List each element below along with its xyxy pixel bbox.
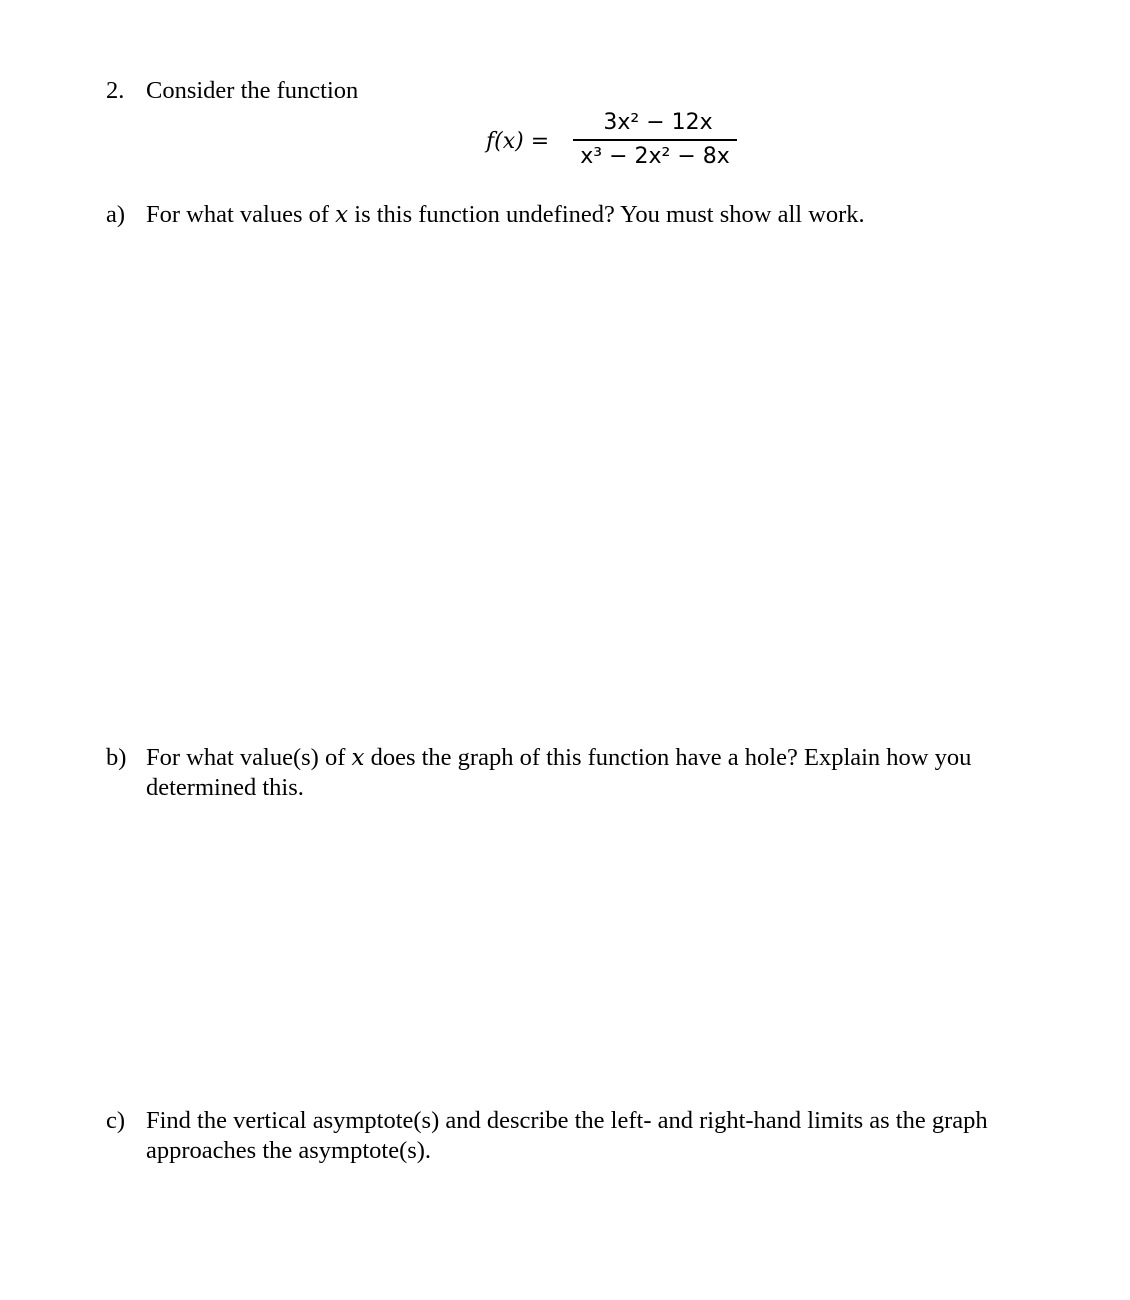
part-c-label: c) (106, 1107, 126, 1134)
part-b (106, 743, 972, 801)
question-intro-text: Consider the function (146, 77, 359, 104)
question-number: 2. (106, 77, 125, 104)
part-a-label: a) (106, 201, 126, 228)
part-a-text-after: is this function undefined? You must show all work. (354, 201, 865, 228)
part-b-variable: x (351, 745, 365, 771)
part-c-text: Find the vertical asymptote(s) and describe the left- and right-hand limits as the graph approaches the asymptote(s). (146, 1107, 988, 1164)
equation-fraction (573, 107, 737, 173)
part-b-text (146, 743, 1066, 803)
part-b-label: b) (106, 744, 127, 771)
fraction-denominator: x³ − 2x² − 8x (580, 143, 730, 169)
question-intro (106, 76, 359, 106)
part-b-text-after: does the graph of this function have a hole? Explain how you determined this. (146, 744, 972, 801)
equation-lhs (486, 129, 549, 154)
equation-lhs-text: f(x) = (486, 129, 550, 154)
part-a (106, 200, 865, 230)
function-equation (486, 107, 746, 177)
part-b-text-before: For what value(s) of (146, 744, 346, 771)
part-a-text (146, 200, 1066, 230)
part-a-text-before: For what values of (146, 201, 330, 228)
part-a-variable: x (335, 202, 349, 228)
fraction-numerator: 3x² − 12x (603, 110, 713, 135)
part-c (106, 1106, 988, 1164)
